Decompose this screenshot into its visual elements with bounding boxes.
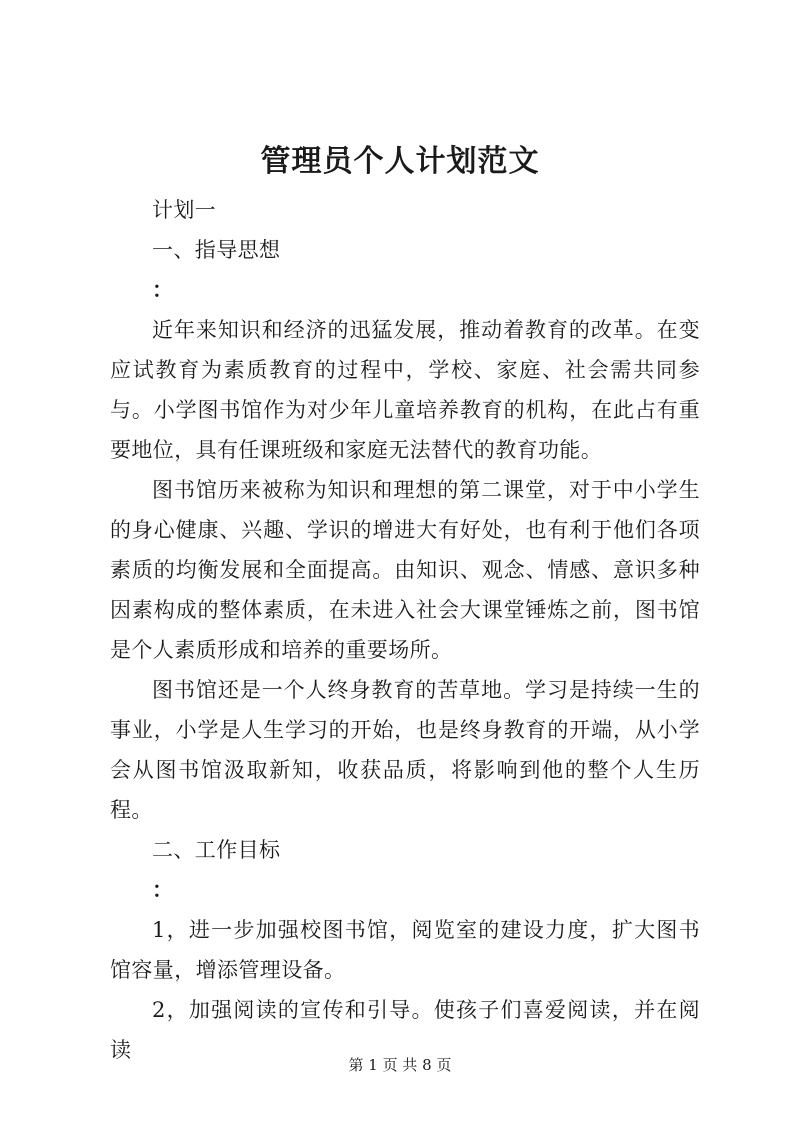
body-paragraph: 近年来知识和经济的迅猛发展，推动着教育的改革。在变应试教育为素质教育的过程中，学校、家庭、社会需共同参与。小学图书馆作为对少年儿童培养教育的机构，在此占有重要地位，具有任课班级和家庭无法替代的教育功能。 (110, 318, 700, 462)
section-heading: 一、指导思想 (152, 238, 281, 262)
section-label: 计划一 (152, 198, 217, 222)
body-paragraph: 图书馆还是一个人终身教育的苦草地。学习是持续一生的事业，小学是人生学习的开始，也是终身教育的开端，从小学会从图书馆汲取新知，收获品质，将影响到他的整个人生历程。 (110, 678, 700, 822)
colon-line: ： (152, 277, 174, 302)
colon-line: ： (152, 877, 174, 902)
page-footer: 第 1 页 共 8 页 (348, 1056, 452, 1074)
document-body (110, 190, 700, 1070)
body-paragraph: 图书馆历来被称为知识和理想的第二课堂，对于中小学生的身心健康、兴趣、学识的增进大有好处，也有利于他们各项素质的均衡发展和全面提高。由知识、观念、情感、意识多种因素构成的整体素质，在未进入社会大课堂锤炼之前，图书馆是个人素质形成和培养的重要场所。 (110, 478, 700, 662)
body-paragraph: 2，加强阅读的宣传和引导。使孩子们喜爱阅读，并在阅读 (110, 998, 700, 1062)
document-title: 管理员个人计划范文 (260, 144, 540, 179)
section-heading: 二、工作目标 (152, 838, 281, 862)
body-paragraph: 1，进一步加强校图书馆，阅览室的建设力度，扩大图书馆容量，增添管理设备。 (110, 918, 700, 982)
